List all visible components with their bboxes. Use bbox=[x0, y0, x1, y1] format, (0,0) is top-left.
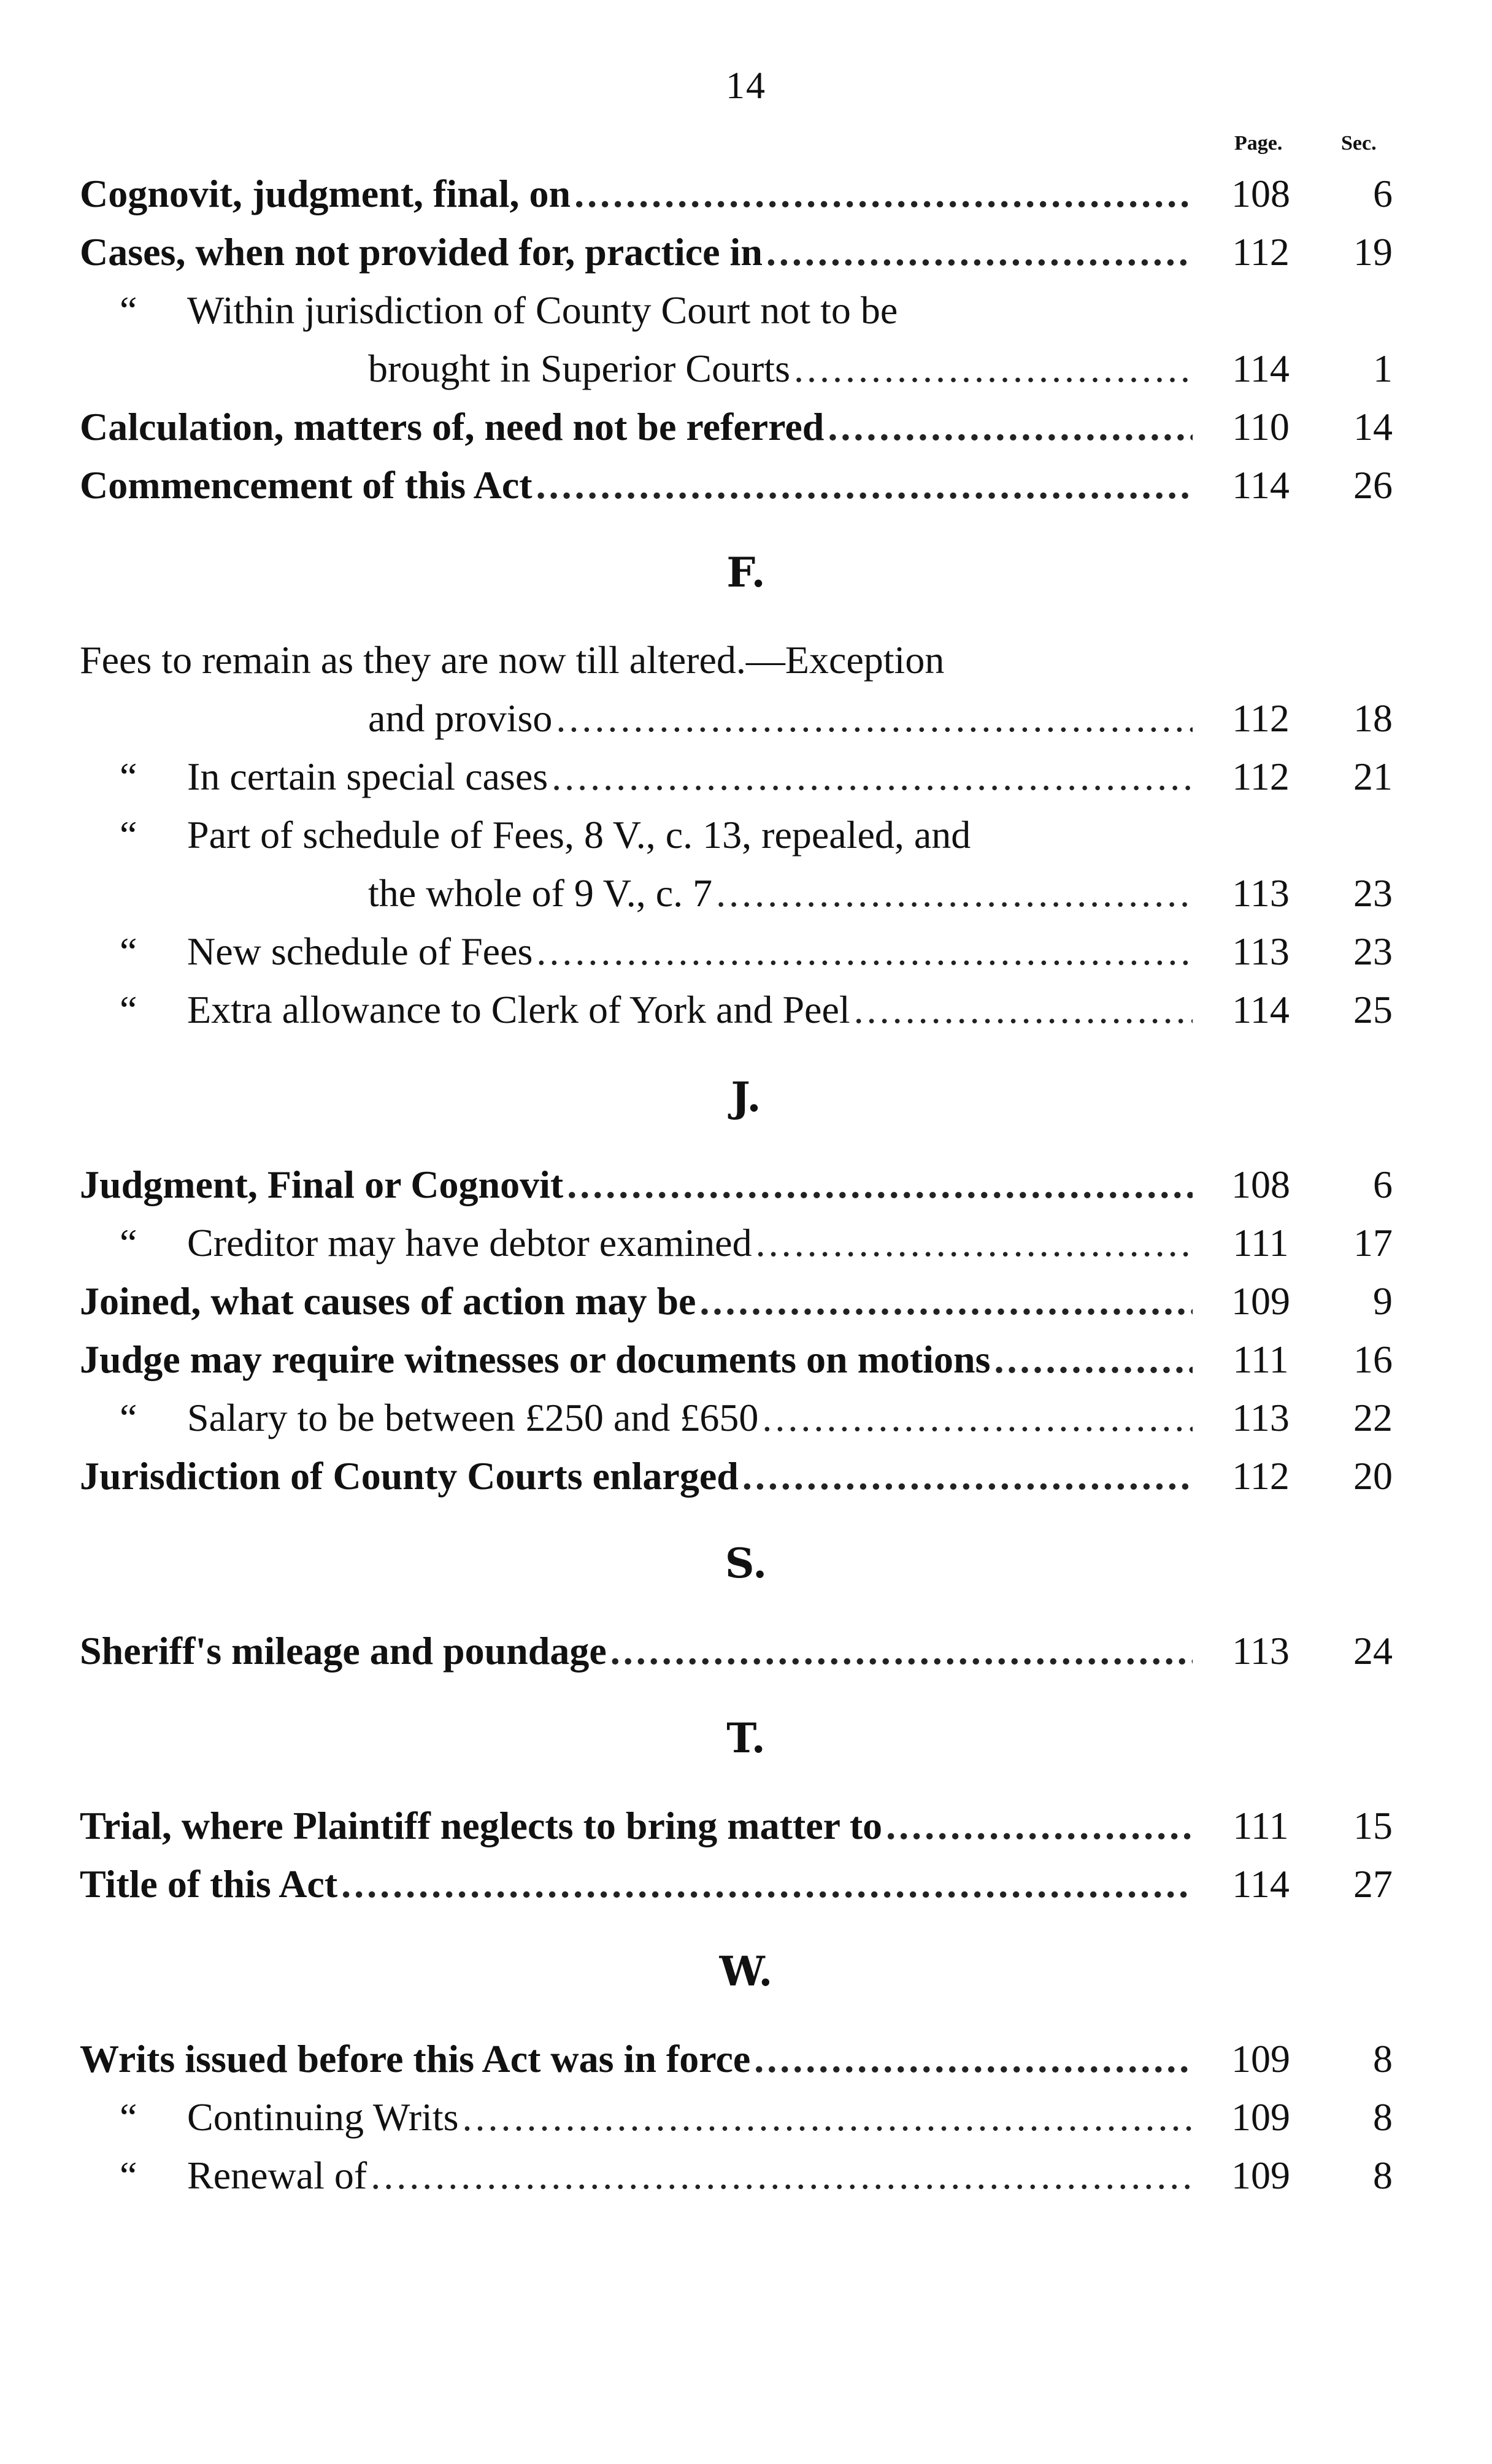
index-entry bbox=[0, 1447, 1492, 1505]
entry-text bbox=[368, 864, 1202, 922]
ditto-mark: “ bbox=[120, 755, 137, 798]
entry-section-number: 14 bbox=[1353, 405, 1393, 449]
index-entry bbox=[0, 456, 1492, 514]
entry-section-number: 6 bbox=[1373, 1163, 1393, 1206]
leader-dots bbox=[552, 747, 1193, 806]
leader-dots bbox=[556, 689, 1193, 747]
index-entry bbox=[0, 1214, 1492, 1272]
index-entries bbox=[0, 164, 1492, 2204]
entry-label: Extra allowance to Clerk of York and Peel bbox=[187, 988, 850, 1031]
entry-label: Commencement of this Act bbox=[80, 463, 533, 507]
index-entry bbox=[0, 398, 1492, 456]
entry-text bbox=[80, 1796, 1202, 1855]
entry-label: Jurisdiction of County Courts enlarged bbox=[80, 1454, 739, 1498]
leader-dots bbox=[463, 2088, 1193, 2146]
entry-section-number: 23 bbox=[1353, 871, 1393, 915]
index-entry bbox=[0, 980, 1492, 1039]
entry-label: Creditor may have debtor examined bbox=[187, 1221, 752, 1265]
entry-section-number: 8 bbox=[1373, 2154, 1393, 2197]
entry-section-number: 23 bbox=[1353, 930, 1393, 973]
entry-page-number: 114 bbox=[1232, 988, 1290, 1031]
leader-dots bbox=[828, 398, 1193, 456]
entry-section-number: 19 bbox=[1353, 230, 1393, 274]
entry-text bbox=[80, 1155, 1202, 1214]
index-entry bbox=[0, 1622, 1492, 1680]
entry-label: Trial, where Plaintiff neglects to bring matter to bbox=[80, 1804, 883, 1847]
leader-dots bbox=[699, 1272, 1193, 1330]
index-entry bbox=[0, 689, 1492, 747]
entry-text bbox=[368, 339, 1202, 398]
entry-label: Calculation, matters of, need not be referred bbox=[80, 405, 825, 449]
entry-label: New schedule of Fees bbox=[187, 930, 533, 973]
index-entry bbox=[0, 806, 1492, 864]
page-number: 14 bbox=[726, 65, 766, 107]
index-entry bbox=[0, 864, 1492, 922]
entry-text bbox=[80, 1330, 1202, 1388]
entry-section-number: 27 bbox=[1353, 1862, 1393, 1906]
leader-dots bbox=[854, 980, 1193, 1039]
entry-text bbox=[368, 689, 1202, 747]
leader-dots bbox=[794, 339, 1193, 398]
entry-page-number: 111 bbox=[1232, 1221, 1289, 1265]
index-entry bbox=[0, 1272, 1492, 1330]
entry-section-number: 8 bbox=[1373, 2095, 1393, 2139]
entry-text bbox=[120, 922, 1202, 980]
entry-page-number: 111 bbox=[1232, 1338, 1289, 1381]
entry-page-number: 110 bbox=[1232, 405, 1290, 449]
entry-text bbox=[120, 2146, 1202, 2204]
ditto-mark: “ bbox=[120, 1221, 137, 1265]
entry-page-number: 109 bbox=[1231, 2095, 1290, 2139]
column-header-sec: Sec. bbox=[1341, 132, 1377, 155]
entry-text bbox=[80, 164, 1202, 223]
leader-dots bbox=[536, 456, 1193, 514]
entry-text bbox=[120, 980, 1202, 1039]
entry-label: and proviso bbox=[368, 696, 553, 740]
entry-text bbox=[80, 2030, 1202, 2088]
ditto-mark: “ bbox=[120, 813, 137, 857]
entry-text bbox=[120, 1214, 1202, 1272]
entry-page-number: 113 bbox=[1232, 1629, 1290, 1673]
entry-page-number: 112 bbox=[1232, 755, 1290, 798]
entry-text bbox=[80, 456, 1202, 514]
entry-label: the whole of 9 V., c. 7 bbox=[368, 871, 713, 915]
entry-text bbox=[120, 281, 1202, 339]
index-entry bbox=[0, 631, 1492, 689]
index-entry bbox=[0, 2146, 1492, 2204]
index-entry bbox=[0, 1388, 1492, 1447]
entry-label: Renewal of bbox=[187, 2154, 367, 2197]
entry-label: Sheriff's mileage and poundage bbox=[80, 1629, 607, 1673]
leader-dots bbox=[567, 1155, 1193, 1214]
entry-page-number: 113 bbox=[1232, 930, 1290, 973]
leader-dots bbox=[762, 1388, 1193, 1447]
entry-section-number: 1 bbox=[1373, 347, 1393, 390]
entry-page-number: 113 bbox=[1232, 1396, 1290, 1439]
section-heading: J. bbox=[731, 1073, 761, 1121]
entry-label: In certain special cases bbox=[187, 755, 548, 798]
leader-dots bbox=[610, 1622, 1193, 1680]
ditto-mark: “ bbox=[120, 930, 137, 973]
entry-text bbox=[120, 2088, 1202, 2146]
entry-text bbox=[80, 223, 1202, 281]
ditto-mark: “ bbox=[120, 1396, 137, 1439]
ditto-mark: “ bbox=[120, 988, 137, 1031]
entry-label: Judgment, Final or Cognovit bbox=[80, 1163, 564, 1206]
column-headers bbox=[0, 132, 1492, 169]
ditto-mark: “ bbox=[120, 288, 137, 332]
entry-text bbox=[120, 806, 1202, 864]
index-entry bbox=[0, 2088, 1492, 2146]
entry-label: Fees to remain as they are now till altered.—Exception bbox=[80, 638, 945, 682]
index-entry bbox=[0, 2030, 1492, 2088]
entry-page-number: 114 bbox=[1232, 463, 1290, 507]
entry-section-number: 20 bbox=[1353, 1454, 1393, 1498]
entry-page-number: 112 bbox=[1232, 1454, 1290, 1498]
ditto-mark: “ bbox=[120, 2095, 137, 2139]
section-heading: T. bbox=[726, 1714, 766, 1762]
entry-section-number: 9 bbox=[1373, 1279, 1393, 1323]
entry-section-number: 21 bbox=[1353, 755, 1393, 798]
entry-section-number: 26 bbox=[1353, 463, 1393, 507]
entry-section-number: 24 bbox=[1353, 1629, 1393, 1673]
leader-dots bbox=[742, 1447, 1193, 1505]
index-entry bbox=[0, 223, 1492, 281]
index-entry bbox=[0, 1155, 1492, 1214]
entry-page-number: 109 bbox=[1231, 2154, 1290, 2197]
leader-dots bbox=[886, 1796, 1193, 1855]
entry-label: Continuing Writs bbox=[187, 2095, 459, 2139]
section-heading: W. bbox=[719, 1947, 773, 1995]
entry-page-number: 112 bbox=[1232, 696, 1290, 740]
entry-label: Judge may require witnesses or documents on motions bbox=[80, 1338, 991, 1381]
entry-page-number: 108 bbox=[1231, 172, 1290, 215]
entry-text bbox=[80, 1622, 1202, 1680]
section-heading: S. bbox=[725, 1539, 767, 1587]
leader-dots bbox=[754, 2030, 1193, 2088]
leader-dots bbox=[994, 1330, 1193, 1388]
entry-page-number: 111 bbox=[1232, 1804, 1289, 1847]
index-entry bbox=[0, 922, 1492, 980]
entry-label: Part of schedule of Fees, 8 V., c. 13, repealed, and bbox=[187, 813, 971, 857]
entry-label: Writs issued before this Act was in force bbox=[80, 2037, 751, 2081]
index-entry bbox=[0, 1330, 1492, 1388]
index-entry bbox=[0, 164, 1492, 223]
entry-section-number: 16 bbox=[1353, 1338, 1393, 1381]
ditto-mark: “ bbox=[120, 2154, 137, 2197]
index-entry bbox=[0, 339, 1492, 398]
entry-text bbox=[80, 1272, 1202, 1330]
entry-section-number: 22 bbox=[1353, 1396, 1393, 1439]
entry-label: Cases, when not provided for, practice in bbox=[80, 230, 763, 274]
leader-dots bbox=[756, 1214, 1193, 1272]
entry-label: Joined, what causes of action may be bbox=[80, 1279, 696, 1323]
entry-section-number: 8 bbox=[1373, 2037, 1393, 2081]
entry-page-number: 108 bbox=[1231, 1163, 1290, 1206]
entry-label: Title of this Act bbox=[80, 1862, 338, 1906]
index-entry bbox=[0, 747, 1492, 806]
entry-page-number: 112 bbox=[1232, 230, 1290, 274]
index-entry bbox=[0, 281, 1492, 339]
entry-text bbox=[120, 747, 1202, 806]
entry-section-number: 17 bbox=[1353, 1221, 1393, 1265]
entry-text bbox=[80, 1855, 1202, 1913]
column-header-page: Page. bbox=[1234, 132, 1283, 155]
leader-dots bbox=[371, 2146, 1193, 2204]
entry-label: Within jurisdiction of County Court not to be bbox=[187, 288, 898, 332]
entry-page-number: 109 bbox=[1231, 1279, 1290, 1323]
entry-page-number: 113 bbox=[1232, 871, 1290, 915]
leader-dots bbox=[574, 164, 1193, 223]
leader-dots bbox=[766, 223, 1193, 281]
entry-text bbox=[120, 1388, 1202, 1447]
entry-text bbox=[80, 1447, 1202, 1505]
entry-section-number: 15 bbox=[1353, 1804, 1393, 1847]
entry-label: Salary to be between £250 and £650 bbox=[187, 1396, 759, 1439]
entry-section-number: 6 bbox=[1373, 172, 1393, 215]
entry-text bbox=[80, 398, 1202, 456]
entry-page-number: 114 bbox=[1232, 347, 1290, 390]
index-entry bbox=[0, 1796, 1492, 1855]
index-entry bbox=[0, 1855, 1492, 1913]
leader-dots bbox=[716, 864, 1193, 922]
entry-label: brought in Superior Courts bbox=[368, 347, 790, 390]
section-heading: F. bbox=[726, 549, 766, 596]
entry-label: Cognovit, judgment, final, on bbox=[80, 172, 571, 215]
leader-dots bbox=[341, 1855, 1193, 1913]
entry-section-number: 18 bbox=[1353, 696, 1393, 740]
entry-section-number: 25 bbox=[1353, 988, 1393, 1031]
entry-page-number: 114 bbox=[1232, 1862, 1290, 1906]
entry-text bbox=[80, 631, 1202, 689]
entry-page-number: 109 bbox=[1231, 2037, 1290, 2081]
leader-dots bbox=[536, 922, 1193, 980]
